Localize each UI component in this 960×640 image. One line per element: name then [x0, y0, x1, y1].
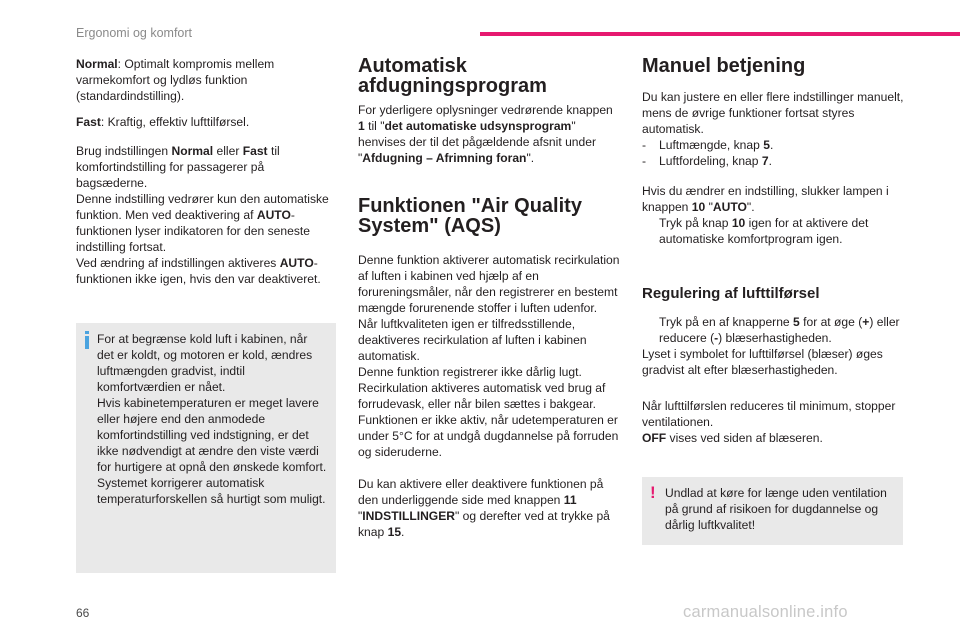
off-label: OFF	[642, 431, 667, 445]
off-paragraph	[642, 430, 904, 446]
p2-text-a: Denne indstilling vedrører kun den automatiske funktion. Men ved deaktivering af	[76, 192, 329, 222]
use-fast: Fast	[242, 144, 268, 158]
list-item-text: Luftmængde, knap 5.	[659, 138, 774, 152]
defog-program-name: det automatiske udsynsprogram	[384, 119, 572, 133]
normal-text: : Optimalt kompromis mellem varmekomfort og lydløs funktion (standardindstilling).	[76, 57, 275, 103]
info-note	[76, 323, 336, 573]
defog-section-name: Afdugning – Afrimning foran	[362, 151, 527, 165]
off-text: vises ved siden af blæseren.	[666, 431, 823, 445]
p3-text-a: Ved ændring af indstillingen aktiveres	[76, 256, 280, 270]
normal-label: Normal	[76, 57, 118, 71]
heading-air-regulation: Regulering af lufttilførsel	[642, 285, 820, 302]
manual-intro: Du kan justere en eller flere indstillinger manuelt, mens de øvrige funktioner fortsat styres automatisk.	[642, 90, 904, 136]
p2-text-b: -funktionen lyser indikatoren for den seneste indstilling fortsat.	[76, 208, 310, 254]
defog-text-a: For yderligere oplysninger vedrørende knappen	[358, 103, 613, 117]
defog-text-b: til "	[364, 119, 385, 133]
aqs-text-c: " og derefter ved at trykke på knap	[358, 509, 610, 539]
aqs-button-number: 11	[563, 493, 577, 507]
fast-label: Fast	[76, 115, 101, 129]
instruction-text: Tryk på knap 10 igen for at aktivere det automatiske komfortprogram igen.	[659, 216, 869, 246]
p2-auto: AUTO	[256, 208, 291, 222]
fast-text: : Kraftig, effektiv lufttilførsel.	[100, 115, 250, 129]
warning-icon: !	[650, 483, 656, 502]
min-air-paragraph: Når lufttilførslen reduceres til minimum, stopper ventilationen.	[642, 399, 896, 429]
arrow-icon	[642, 215, 659, 247]
normal-paragraph	[76, 56, 338, 104]
heading-manual: Manuel betjening	[642, 55, 806, 77]
instruction-text: Tryk på en af knapperne 5 for at øge (+) eller reducere (-) blæserhastigheden.	[659, 315, 900, 345]
use-paragraph	[76, 143, 338, 191]
aqs-settings-label: INDSTILLINGER	[362, 509, 456, 523]
p3-auto: AUTO	[279, 256, 314, 270]
warning-note	[642, 477, 903, 545]
column-left	[76, 56, 338, 287]
use-text-c: til komfortindstilling for passagerer på bagsæderne.	[76, 144, 280, 190]
use-text-a: Brug indstillingen	[76, 144, 172, 158]
heading-aqs: Funktionen "Air Quality System" (AQS)	[358, 195, 582, 237]
column-right	[642, 56, 904, 446]
arrow-icon	[642, 314, 659, 346]
page-number: 66	[76, 606, 90, 620]
fast-paragraph	[76, 114, 338, 130]
info-icon	[85, 331, 89, 349]
header-accent-bar	[480, 32, 960, 36]
warning-note-text: Undlad at køre for længe uden ventilation på grund af risikoen for dugdannelse og dårlig luftkvalitet!	[665, 486, 887, 532]
instruction-item	[642, 215, 904, 247]
defog-paragraph	[358, 102, 620, 166]
list-item	[642, 137, 904, 153]
section-header: Ergonomi og komfort	[76, 26, 193, 40]
watermark: carmanualsonline.info	[683, 603, 848, 621]
p3-text-b: -funktionen ikke igen, hvis den var deaktiveret.	[76, 256, 321, 286]
defog-button-number: 1	[358, 119, 365, 133]
aqs-activate-paragraph	[358, 476, 620, 540]
list-item-text: Luftfordeling, knap 7.	[659, 154, 772, 168]
manual-lamp-paragraph: Hvis du ændrer en indstilling, slukker lampen i knappen 10 "AUTO".	[642, 184, 889, 214]
list-marker: -	[642, 138, 647, 152]
info-note-text: For at begrænse kold luft i kabinen, når det er koldt, og motoren er kold, ændres luftmængden gradvist, indtil komfortværdien er nået. Hvis kabinetemperaturen er meget lavere eller højere end den anmodede komfortindstilling ved indstigning, er det ikke nødvendigt at ændre den viste værdi for hurtigere at opnå den ønskede komfort. Systemet korrigerer automatisk temperaturforskellen så hurtigt som muligt.	[97, 332, 327, 506]
defog-text-d: ".	[526, 151, 535, 165]
use-normal: Normal	[171, 144, 214, 158]
list-marker: -	[642, 154, 647, 168]
column-middle	[358, 56, 620, 540]
use-text-b: eller	[213, 144, 243, 158]
aqs-button-number-2: 15	[387, 525, 402, 539]
instruction-item	[642, 314, 904, 346]
aqs-text-d: .	[401, 525, 405, 539]
defog-text-c: " henvises der til det pågældende afsnit under "	[358, 119, 597, 165]
aqs-text-a: Du kan aktivere eller deaktivere funktionen på den underliggende side med knappen	[358, 477, 604, 507]
fan-light-paragraph: Lyset i symbolet for lufttilførsel (blæser) øges gradvist alt efter blæserhastigheden.	[642, 347, 883, 377]
auto-setting-paragraph	[76, 191, 338, 255]
aqs-text-b: "	[358, 509, 363, 523]
aqs-paragraph: Denne funktion aktiverer automatisk recirkulation af luften i kabinen ved hjælp af en forureningsmåler, når den registrerer en bestemt mængde forurenende stoffer i luften udenfor. Når luftkvaliteten igen er tilfredsstillende, deaktiveres recirkulation af luften i kabinen automatisk. Denne funktion registrerer ikke dårlig lugt. Recirkulation aktiveres automatisk ved brug af forrudevask, eller når bilen sættes i bakgear. Funktionen er ikke aktiv, når udetemperaturen er under 5°C for at undgå dugdannelse på forruden og sideruderne.	[358, 253, 620, 459]
change-setting-paragraph	[76, 255, 338, 287]
heading-auto-defog: Automatisk afdugningsprogram	[358, 55, 547, 97]
list-item	[642, 153, 904, 169]
